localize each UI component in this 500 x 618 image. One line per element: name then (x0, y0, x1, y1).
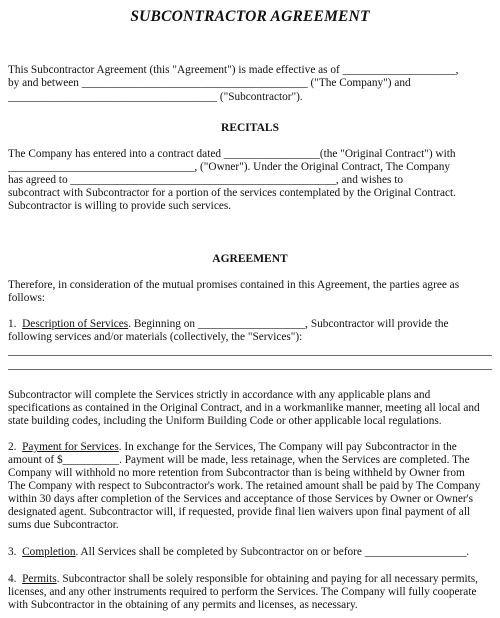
section-2-number: 2. (8, 441, 17, 453)
recitals-line: _________________________________, ("Owner"). Under the Original Contract, The Company (8, 161, 450, 173)
document-title: SUBCONTRACTOR AGREEMENT (130, 8, 370, 25)
compliance-line: state building codes, including the Uniform Building Code or other applicable local regulations. (8, 415, 442, 427)
section-2-line-1 (8, 441, 457, 454)
section-4-line: licenses, and any other instruments required to perform the Services. The Company will fully cooperate (8, 586, 477, 598)
section-1-text: . Beginning on ___________________, Subcontractor will provide the (128, 318, 449, 330)
recitals-line: subcontract with Subcontractor for a portion of the services contemplated by the Original Contract. (8, 187, 456, 199)
section-2-line: Company will withhold no more retention from Subcontractor than is being withheld by Owner from (8, 467, 465, 479)
section-1-title: Description of Services (22, 318, 129, 330)
compliance-line: Subcontractor will complete the Services strictly in accordance with any applicable plans and (8, 389, 431, 401)
agreement-heading: AGREEMENT (212, 253, 288, 265)
section-2-title: Payment for Services (22, 441, 119, 453)
section-4-text: . Subcontractor shall be solely responsible for obtaining and paying for all necessary permits, (56, 573, 478, 585)
section-3-line (8, 546, 469, 559)
section-3-text: . All Services shall be completed by Subcontractor on or before __________________. (75, 546, 470, 558)
section-3-number: 3. (8, 546, 17, 558)
recitals-line: Subcontractor is willing to provide such services. (8, 200, 232, 212)
section-4-title: Permits (22, 573, 57, 585)
section-4-number: 4. (8, 573, 17, 585)
compliance-line: specifications as contained in the Original Contract, and in a workmanlike manner, meeting all local and (8, 402, 480, 414)
section-2-line: designated agent. Subcontractor will, if requested, provide final lien waivers upon final payment of all (8, 506, 471, 518)
recitals-heading: RECITALS (221, 122, 279, 134)
section-2-line: amount of $__________. Payment will be made, less retainage, when the Services are completed. The (8, 454, 470, 466)
preamble-line: Therefore, in consideration of the mutual promises contained in this Agreement, the parties agree as (8, 279, 460, 291)
section-3-title: Completion (22, 546, 76, 558)
section-2-line: sums due Subcontractor. (8, 519, 119, 531)
preamble-line: follows: (8, 292, 46, 304)
intro-line-2: by and between ________________________________________ ("The Company") and (8, 77, 411, 89)
section-1-number: 1. (8, 318, 17, 330)
recitals-line: has agreed to _______________________________________________, and wishes to (8, 174, 404, 186)
intro-line-1: This Subcontractor Agreement (this "Agreement") is made effective as of ____________________, (8, 64, 459, 76)
section-1-line-1 (8, 318, 449, 331)
section-2-line: The Company with respect to Subcontractor's work. The retained amount shall be paid by The Company (8, 480, 481, 492)
section-2-line: within 30 days after completion of the Services and acceptance of those Services by Owner or Owner's (8, 493, 474, 505)
section-1-line-2: following services and/or materials (collectively, the "Services"): (8, 331, 303, 343)
section-4-line: with Subcontractor in the obtaining of any permits and licenses, as necessary. (8, 599, 358, 611)
services-blank-line (8, 369, 492, 370)
section-4-line-1 (8, 573, 478, 586)
recitals-line: The Company has entered into a contract dated _________________(the "Original Contract") with (8, 148, 456, 160)
services-blank-line (8, 355, 492, 356)
intro-line-3: _____________________________________ ("Subcontractor"). (8, 91, 303, 103)
section-2-text: . In exchange for the Services, The Company will pay Subcontractor in the (118, 441, 457, 453)
